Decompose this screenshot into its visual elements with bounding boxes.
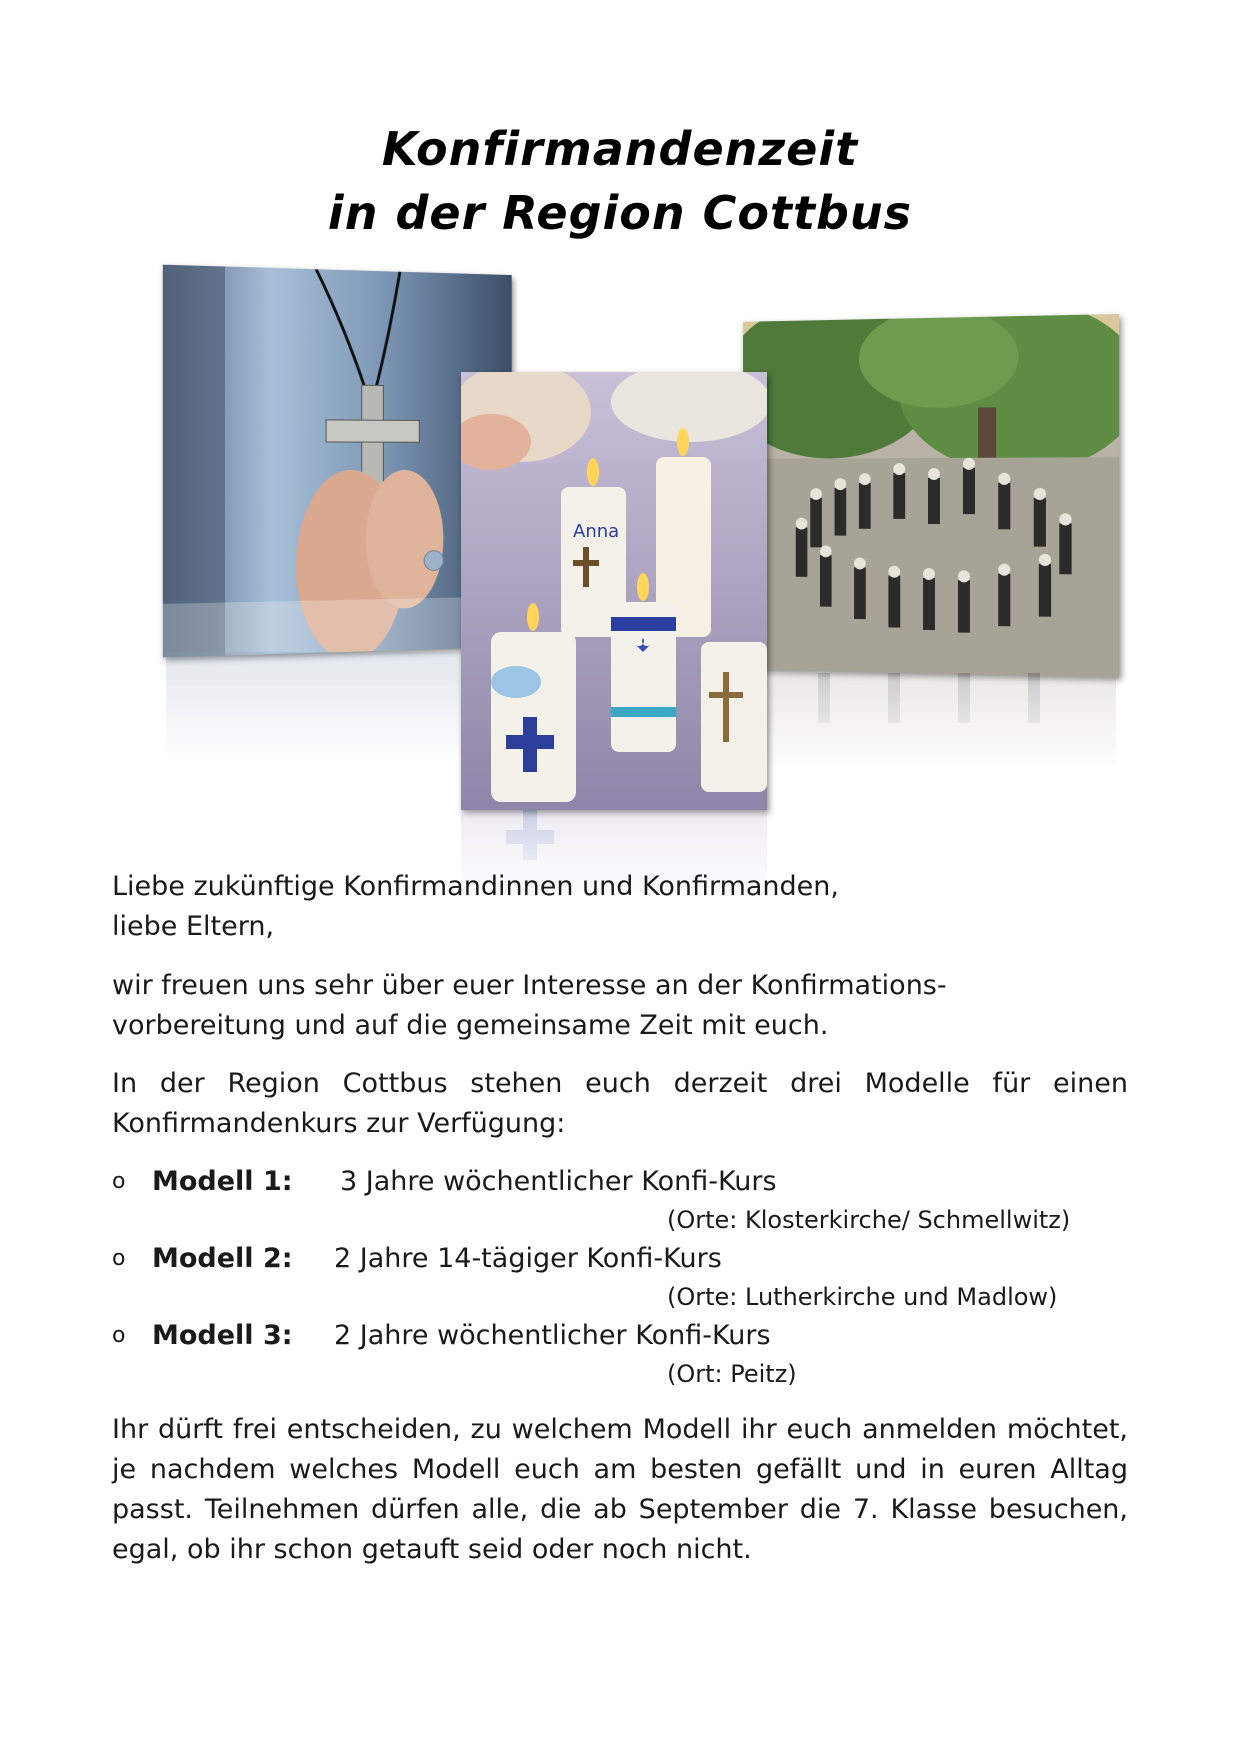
cross-necklace-photo	[163, 265, 512, 658]
group-circle-reflection	[738, 673, 1116, 773]
models-intro-paragraph: In der Region Cottbus stehen euch derzeit drei Modelle für einen Konfirmandenkurs zur Verfügung:	[112, 1068, 1128, 1139]
model-description: 3 Jahre wöchentlicher Konfi-Kurs	[340, 1166, 777, 1197]
intro-paragraph	[112, 966, 1128, 1046]
greeting	[112, 867, 1128, 947]
model-label: Modell 2:	[152, 1243, 293, 1274]
bullet-icon: o	[112, 1323, 126, 1348]
greeting-line-2: liebe Eltern,	[112, 911, 275, 942]
model-description: 2 Jahre 14-tägiger Konfi-Kurs	[334, 1243, 722, 1274]
model-label: Modell 1:	[152, 1166, 293, 1197]
model-label: Modell 3:	[152, 1320, 293, 1351]
greeting-line-1: Liebe zukünftige Konfirmandinnen und Konfirmanden,	[112, 871, 839, 902]
model-description: 2 Jahre wöchentlicher Konfi-Kurs	[334, 1320, 771, 1351]
group-circle-photo	[743, 314, 1119, 677]
bullet-icon: o	[112, 1246, 126, 1271]
svg-text:Anna: Anna	[573, 521, 620, 542]
model-place: (Ort: Peitz)	[667, 1360, 797, 1388]
intro-line-1: wir freuen uns sehr über euer Interesse an der Konfirmations-	[112, 970, 947, 1001]
bullet-icon: o	[112, 1169, 126, 1194]
page-title-line-1: Konfirmandenzeit	[381, 122, 859, 176]
intro-line-2: vorbereitung und auf die gemeinsame Zeit mit euch.	[112, 1010, 829, 1041]
candles-photo	[461, 372, 767, 810]
page-title-line-2: in der Region Cottbus	[327, 186, 913, 240]
model-place: (Orte: Klosterkirche/ Schmellwitz)	[667, 1206, 1071, 1234]
closing-paragraph: Ihr dürft frei entscheiden, zu welchem Modell ihr euch anmelden möchtet, je nachdem welches Modell euch am besten gefällt und in euren Alltag passt. Teilnehmen dürfen alle, die ab September die 7. Klasse besuchen, egal, ob ihr schon getauft seid oder noch nicht.	[112, 1414, 1128, 1565]
model-place: (Orte: Lutherkirche und Madlow)	[667, 1283, 1058, 1311]
